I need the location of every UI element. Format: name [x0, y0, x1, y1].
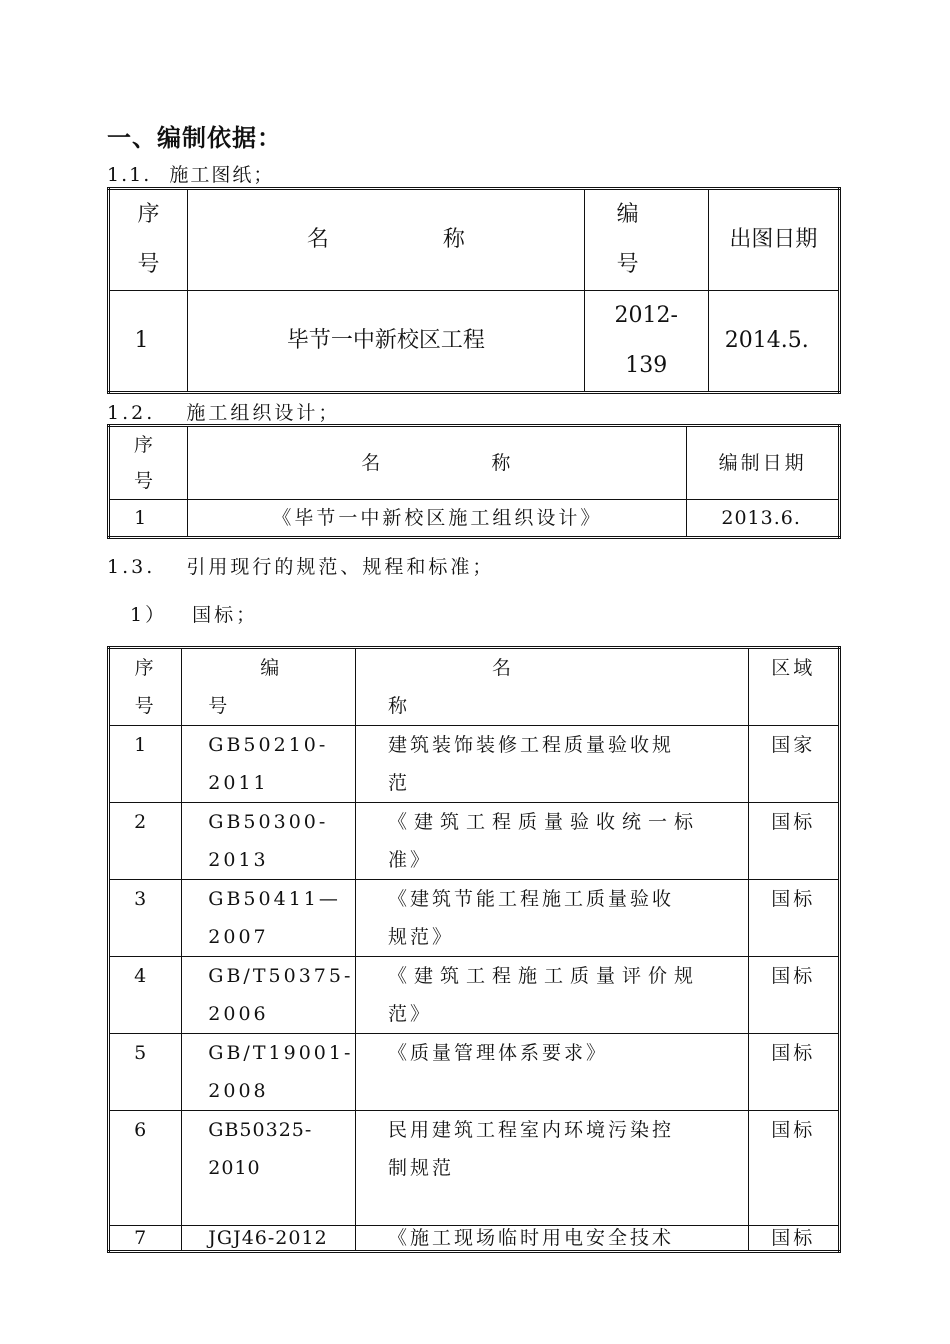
header-code — [584, 189, 708, 291]
cell-name — [356, 957, 749, 1034]
table-row — [109, 957, 840, 1034]
name-line-2: 范 — [388, 772, 411, 794]
section-title: 引用现行的规范、规程和标准； — [186, 556, 495, 578]
header-name-b: 称 — [388, 695, 411, 717]
name-line-2: 范》 — [388, 1003, 433, 1025]
name-line-1: 《建筑节能工程施工质量验收 — [388, 888, 675, 910]
name-line-2 — [388, 1072, 748, 1110]
cell-code — [182, 803, 356, 880]
cell-seq: 1 — [109, 291, 188, 393]
section-number: 1.1. — [107, 164, 152, 186]
cell-name — [356, 880, 749, 957]
cell-region: 国标 — [748, 1034, 839, 1111]
code-line-1: GB50325-2010 — [208, 1119, 313, 1179]
cell-seq: 3 — [109, 880, 182, 957]
table-header-row — [109, 189, 840, 291]
construction-org-table — [107, 424, 841, 539]
cell-code — [182, 1034, 356, 1111]
code-line-2: 2007 — [208, 926, 269, 948]
cell-region: 国标 — [748, 957, 839, 1034]
header-seq — [109, 648, 182, 726]
table-row — [109, 291, 840, 393]
header-seq-b: 号 — [134, 695, 157, 717]
code-line-2 — [208, 1187, 355, 1225]
cell-name: 《毕节一中新校区施工组织设计》 — [188, 500, 687, 538]
header-seq — [109, 426, 188, 500]
section-number: 1.3. — [107, 556, 156, 578]
name-line-2: 准》 — [388, 849, 433, 871]
header-name — [356, 648, 749, 726]
cell-name — [356, 1111, 749, 1226]
section-number: 1.2. — [107, 402, 156, 424]
name-line-1: 民用建筑工程室内环境污染控 — [388, 1119, 675, 1141]
cell-seq: 7 — [109, 1226, 182, 1252]
table-row — [109, 1034, 840, 1111]
header-date: 出图日期 — [708, 189, 839, 291]
name-line-2: 规范》 — [388, 926, 455, 948]
cell-seq: 1 — [109, 726, 182, 803]
table-row — [109, 880, 840, 957]
subsection-1 — [130, 600, 258, 627]
header-name-a: 名 — [361, 452, 384, 474]
header-seq-a: 序 — [134, 434, 157, 456]
header-date: 编制日期 — [687, 426, 840, 500]
cell-name — [356, 1034, 749, 1111]
cell-name: 《施工现场临时用电安全技术 — [356, 1226, 749, 1252]
section-title: 施工组织设计； — [186, 402, 341, 424]
cell-seq: 5 — [109, 1034, 182, 1111]
code-line-1: GB50210- — [208, 734, 329, 756]
cell-code — [182, 957, 356, 1034]
code-line-2: 2008 — [208, 1080, 269, 1102]
code-line-2: 2006 — [208, 1003, 269, 1025]
table-row — [109, 1226, 840, 1252]
name-line-1: 建筑装饰装修工程质量验收规 — [388, 734, 675, 756]
cell-region: 国标 — [748, 1111, 839, 1226]
header-name-a: 名 — [306, 227, 329, 252]
code-line-2: 2013 — [208, 849, 269, 871]
section-title: 施工图纸； — [169, 164, 275, 186]
cell-code — [182, 880, 356, 957]
header-code-b: 号 — [616, 252, 639, 277]
standards-table — [107, 646, 841, 1253]
name-line-1: 《建筑工程质量验收统一标 — [388, 811, 701, 833]
cell-region: 国标 — [748, 880, 839, 957]
section-1-3 — [107, 552, 494, 579]
table-row — [109, 500, 840, 538]
header-seq — [109, 189, 188, 291]
section-heading: 一、编制依据： — [107, 124, 282, 152]
header-name — [188, 426, 687, 500]
cell-code: JGJ46-2012 — [182, 1226, 356, 1252]
name-line-1: 《质量管理体系要求》 — [388, 1042, 609, 1064]
table-row — [109, 803, 840, 880]
header-name-b: 称 — [491, 452, 514, 474]
header-name-b: 称 — [442, 227, 465, 252]
subsection-number: 1） — [130, 604, 168, 626]
table-header-row — [109, 426, 840, 500]
cell-code-b: 139 — [625, 353, 668, 378]
cell-seq: 1 — [109, 500, 188, 538]
cell-name — [356, 803, 749, 880]
header-seq-b: 号 — [134, 470, 157, 492]
header-code — [182, 648, 356, 726]
cell-seq: 2 — [109, 803, 182, 880]
code-line-1: GB50411— — [208, 888, 341, 910]
subsection-title: 国标； — [192, 604, 259, 626]
name-line-1: 《建筑工程施工质量评价规 — [388, 965, 701, 987]
name-line-2: 制规范 — [388, 1157, 455, 1179]
cell-name: 毕节一中新校区工程 — [188, 291, 585, 393]
cell-seq: 6 — [109, 1111, 182, 1226]
cell-region: 国标 — [748, 1226, 839, 1252]
section-1-1 — [107, 160, 274, 187]
section-1-2 — [107, 398, 340, 425]
header-seq-a: 序 — [134, 657, 157, 679]
header-code-b: 号 — [208, 695, 231, 717]
code-line-1: GB50300- — [208, 811, 329, 833]
cell-date: 2013.6. — [687, 500, 840, 538]
header-seq-a: 序 — [137, 202, 160, 227]
table-row — [109, 1111, 840, 1226]
header-code-a: 编 — [260, 657, 283, 679]
drawings-table — [107, 187, 841, 394]
table-row — [109, 726, 840, 803]
table-header-row — [109, 648, 840, 726]
code-line-1: GB/T50375- — [208, 965, 354, 987]
code-line-1: GB/T19001- — [208, 1042, 354, 1064]
header-name — [188, 189, 585, 291]
cell-seq: 4 — [109, 957, 182, 1034]
header-region: 区域 — [748, 648, 839, 726]
code-line-2: 2011 — [208, 772, 269, 794]
cell-code-a: 2012- — [614, 303, 678, 328]
cell-date: 2014.5. — [708, 291, 839, 393]
header-code-a: 编 — [616, 202, 639, 227]
cell-code — [182, 1111, 356, 1226]
cell-region: 国家 — [748, 726, 839, 803]
cell-code — [182, 726, 356, 803]
cell-region: 国标 — [748, 803, 839, 880]
header-name-a: 名 — [492, 657, 515, 679]
cell-code — [584, 291, 708, 393]
header-seq-b: 号 — [137, 252, 160, 277]
cell-name — [356, 726, 749, 803]
